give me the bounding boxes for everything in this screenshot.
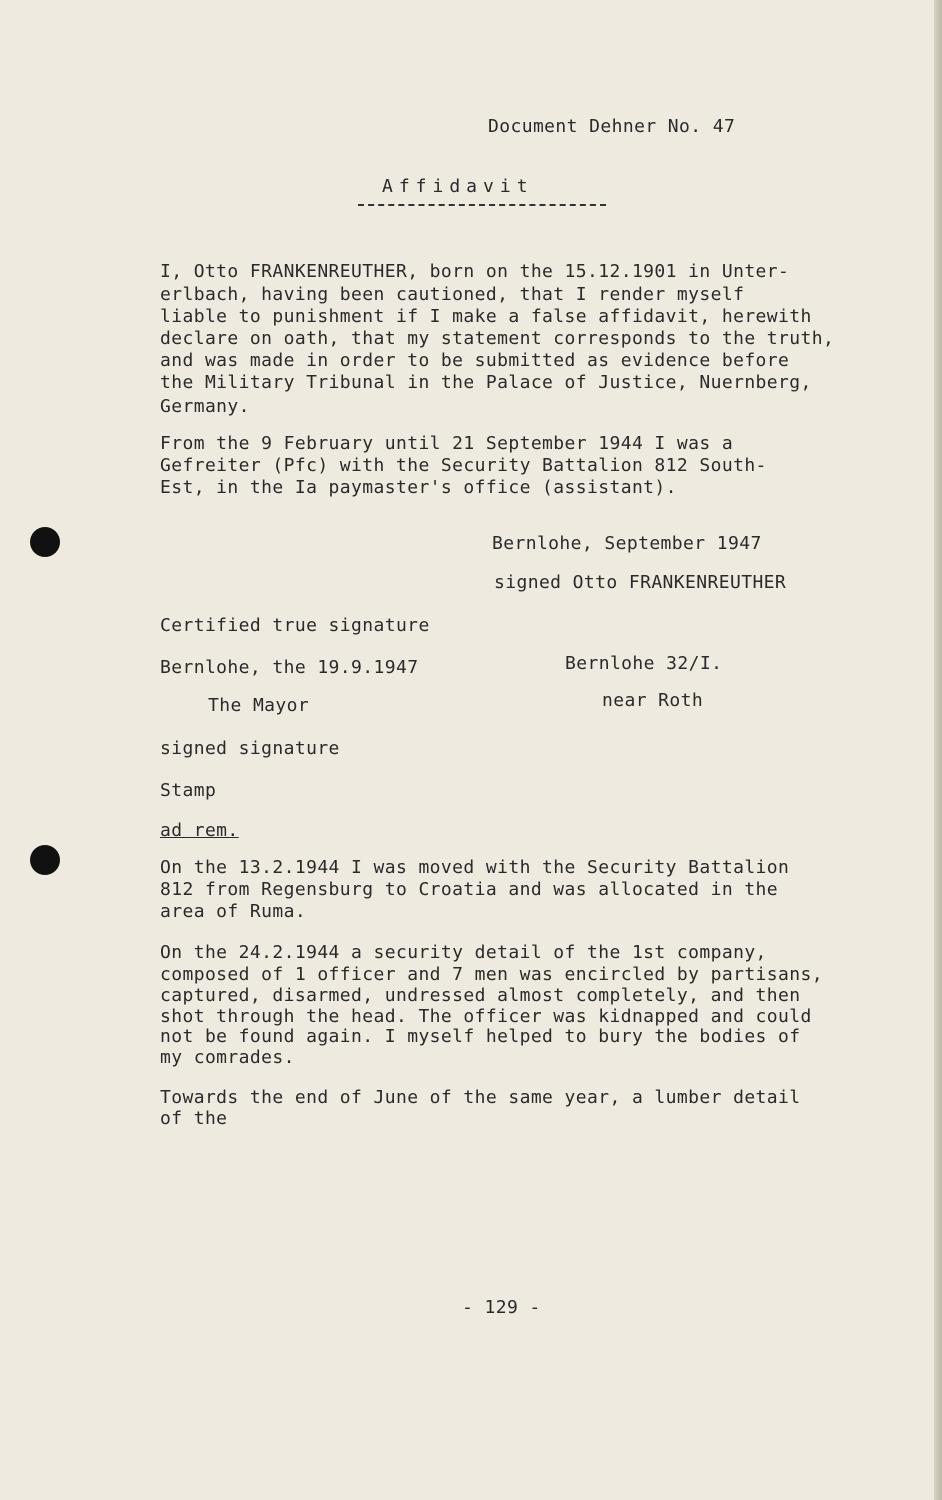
intro-line: and was made in order to be submitted as evidence before <box>160 350 790 371</box>
detail-line: captured, disarmed, undressed almost completely, and then <box>160 985 801 1006</box>
punch-hole-bottom <box>30 845 60 875</box>
page-edge-shadow <box>934 0 942 1500</box>
address-line-1: Bernlohe 32/I. <box>565 653 723 674</box>
signature-signed: signed Otto FRANKENREUTHER <box>494 572 787 593</box>
intro-line: I, Otto FRANKENREUTHER, born on the 15.12.1901 in Unter- <box>160 261 790 282</box>
intro-line: the Military Tribunal in the Palace of Justice, Nuernberg, <box>160 372 812 393</box>
intro-line: declare on oath, that my statement corresponds to the truth, <box>160 328 835 349</box>
croatia-line: area of Ruma. <box>160 901 307 922</box>
signature-place-date: Bernlohe, September 1947 <box>492 533 762 554</box>
intro-line: erlbach, having been cautioned, that I render myself <box>160 284 745 305</box>
june-line: Towards the end of June of the same year, a lumber detail <box>160 1087 801 1108</box>
ad-rem-heading: ad rem. <box>160 820 239 841</box>
detail-line: composed of 1 officer and 7 men was encircled by partisans, <box>160 964 823 985</box>
croatia-line: On the 13.2.1944 I was moved with the Security Battalion <box>160 857 790 878</box>
service-line: From the 9 February until 21 September 1944 I was a <box>160 433 734 454</box>
june-line: of the <box>160 1108 228 1129</box>
document-reference: Document Dehner No. 47 <box>488 116 736 137</box>
intro-line: Germany. <box>160 396 250 417</box>
punch-hole-top <box>30 527 60 557</box>
croatia-line: 812 from Regensburg to Croatia and was allocated in the <box>160 879 779 900</box>
certified-signature: Certified true signature <box>160 615 430 636</box>
signed-signature: signed signature <box>160 738 340 759</box>
service-line: Gefreiter (Pfc) with the Security Battalion 812 South- <box>160 455 767 476</box>
service-line: Est, in the Ia paymaster's office (assistant). <box>160 477 677 498</box>
certification-place-date: Bernlohe, the 19.9.1947 <box>160 657 419 678</box>
intro-line: liable to punishment if I make a false affidavit, herewith <box>160 306 812 327</box>
document-title: Affidavit <box>382 176 534 197</box>
detail-line: my comrades. <box>160 1047 295 1068</box>
detail-line: On the 24.2.1944 a security detail of the 1st company, <box>160 942 767 963</box>
mayor-label: The Mayor <box>208 695 310 716</box>
title-underline <box>358 204 606 206</box>
address-line-2: near Roth <box>602 690 704 711</box>
stamp-label: Stamp <box>160 780 217 801</box>
detail-line: shot through the head. The officer was kidnapped and could <box>160 1006 812 1027</box>
page-number: - 129 - <box>462 1297 541 1318</box>
detail-line: not be found again. I myself helped to bury the bodies of <box>160 1026 801 1047</box>
